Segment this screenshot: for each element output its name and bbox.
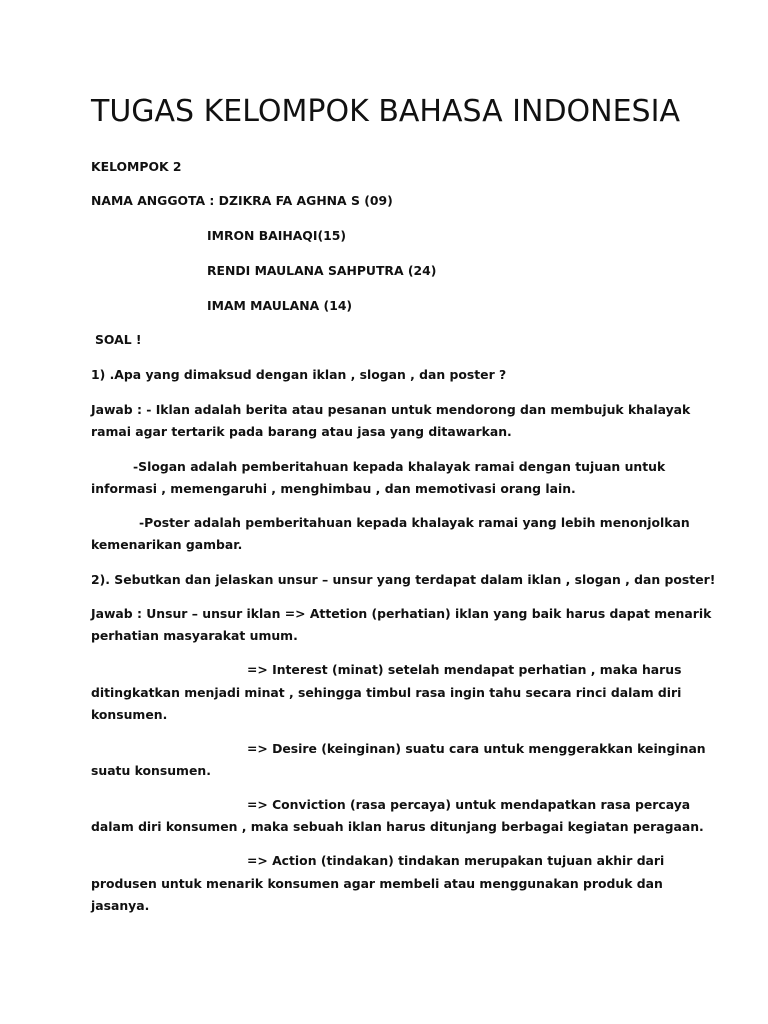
- answer-action-line-3: jasanya.: [91, 898, 150, 913]
- member-line-2: IMRON BAIHAQI(15): [207, 228, 347, 243]
- answer-slogan-line-2: informasi , memengaruhi , menghimbau , dan memotivasi orang lain.: [91, 481, 576, 496]
- answer-interest-line-3: konsumen.: [91, 707, 168, 722]
- answer-conviction-line-1: => Conviction (rasa percaya) untuk mendapatkan rasa percaya: [247, 797, 691, 812]
- answer-desire-line-2: suatu konsumen.: [91, 763, 211, 778]
- answer-iklan-line-1: Jawab : - Iklan adalah berita atau pesanan untuk mendorong dan membujuk khalayak: [91, 402, 691, 417]
- member-line-1: NAMA ANGGOTA : DZIKRA FA AGHNA S (09): [91, 193, 393, 208]
- answer-interest-line-1: => Interest (minat) setelah mendapat perhatian , maka harus: [247, 662, 682, 677]
- answer-slogan-line-1: -Slogan adalah pemberitahuan kepada khalayak ramai dengan tujuan untuk: [133, 459, 666, 474]
- answer-conviction-line-2: dalam diri konsumen , maka sebuah iklan harus ditunjang berbagai kegiatan peragaan.: [91, 819, 704, 834]
- answer-poster-line-2: kemenarikan gambar.: [91, 537, 243, 552]
- soal-heading: SOAL !: [95, 332, 142, 347]
- answer-action-line-1: => Action (tindakan) tindakan merupakan tujuan akhir dari: [247, 853, 665, 868]
- answer-poster-line-1: -Poster adalah pemberitahuan kepada khalayak ramai yang lebih menonjolkan: [139, 515, 690, 530]
- document-title: TUGAS KELOMPOK BAHASA INDONESIA: [91, 94, 680, 129]
- member-line-4: IMAM MAULANA (14): [207, 298, 353, 313]
- answer-interest-line-2: ditingkatkan menjadi minat , sehingga timbul rasa ingin tahu secara rinci dalam diri: [91, 685, 682, 700]
- answer-attention-line-2: perhatian masyarakat umum.: [91, 628, 298, 643]
- member-line-3: RENDI MAULANA SAHPUTRA (24): [207, 263, 437, 278]
- answer-iklan-line-2: ramai agar tertarik pada barang atau jasa yang ditawarkan.: [91, 424, 512, 439]
- answer-attention-line-1: Jawab : Unsur – unsur iklan => Attetion (perhatian) iklan yang baik harus dapat menarik: [91, 606, 712, 621]
- question-2: 2). Sebutkan dan jelaskan unsur – unsur yang terdapat dalam iklan , slogan , dan poster!: [91, 572, 716, 587]
- question-1: 1) .Apa yang dimaksud dengan iklan , slogan , dan poster ?: [91, 367, 507, 382]
- answer-desire-line-1: => Desire (keinginan) suatu cara untuk menggerakkan keinginan: [247, 741, 706, 756]
- answer-action-line-2: produsen untuk menarik konsumen agar membeli atau menggunakan produk dan: [91, 876, 663, 891]
- group-label: KELOMPOK 2: [91, 159, 182, 174]
